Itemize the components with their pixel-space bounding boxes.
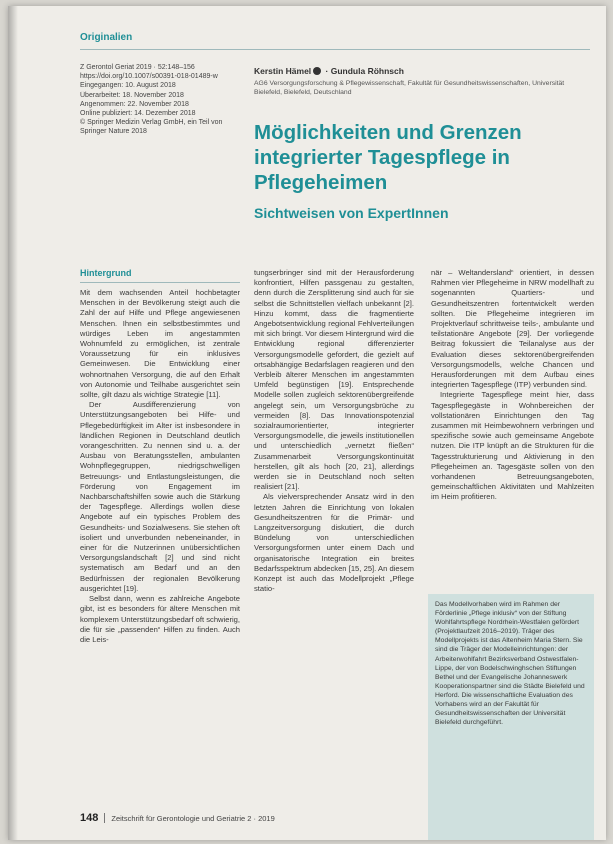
paragraph: Mit dem wachsenden Anteil hochbetagter Menschen in der Bevölkerung steigt auch die Zahl der auf Hilfe und Pflege angewiesenen Menschen. Ihnen ein selbstbestimmtes und würdiges Leben im angestammten Wohnumfeld zu ermöglichen, ist zentrale Voraussetzung für ein inklusives Gemeinwesen. Die Entwicklung einer wohnortnahen Versorgung, die auf den Erhalt von Autonomie und Teilhabe ausgerichtet sein sollte, gilt dazu als wichtige Strategie [11]. xyxy=(80,288,240,400)
paragraph: Als vielversprechender Ansatz wird in den letzten Jahren die Einrichtung von lokalen Gesundheitszentren für die Primär- und Langzeitversorgung diskutiert, die durch Bündelung von unterschiedlichen Versorgungsformen unter einem Dach und organisatorische Integration ein breites Bedarfsspektrum abdecken [15, 25]. An diesem Konzept ist auch das Modellprojekt „Pflege statio- xyxy=(254,492,414,594)
page-footer xyxy=(80,812,275,824)
meta-line: Online publiziert: 14. Dezember 2018 xyxy=(80,110,196,118)
orcid-icon[interactable] xyxy=(313,67,321,75)
page-number: 148 xyxy=(80,812,99,824)
paragraph: Integrierte Tagespflege meint hier, dass Tagespflegegäste in Wohnbereichen der vollstationären Einrichtungen den Tag zusammen mit Heimbewohnern verbringen und spezifische sowie auch gemeinsame Angebote nutzen. Die ITP knüpft an die Strukturen für die Tagesstrukturierung und Aktivierung in den Pflegeheimen an. Tagesgäste sollen von den vorhandenen Betreuungsangeboten, gemeinschaftlichen Aktivitäten und Mahlzeiten im Heim profitieren. xyxy=(431,390,594,502)
paragraph: Der Ausdifferenzierung von Unterstützungsangeboten bei Hilfe- und Pflegebedürftigkeit im Alter ist insbesondere in ländlichen Regionen in Deutschland deutlich vorangeschritten. Zu nennen sind u. a. der Ausbau von Beratungsstellen, ambulanten Wohnpflegegruppen, niedrigschwelligen Betreuungs- und Entlastungsleistungen, die Förderung von Engagement im Nachbarschaftshilfen sowie auch die Stärkung der Tagespflege. Allerdings wollen diese Angebote auf ein typisches Problem des Gesundheits- und Sozialwesens. Sie stehen oft isoliert und unverbunden nebeneinander, in einer für die Nutzerinnen unübersichtlichen Versorgungslandschaft [2] und sind nicht systematisch am Bedarf und an den Bedürfnissen der regionalen Bevölkerung ausgerichtet [19]. xyxy=(80,400,240,593)
text-column-2 xyxy=(254,268,414,595)
author-list: Kerstin Hämel · Gundula Röhnsch xyxy=(254,66,404,76)
text-column-3 xyxy=(431,268,594,503)
affiliation: AG6 Versorgungsforschung & Pflegewissenschaft, Fakultät für Gesundheitswissenschaften, Universität Bielefeld, Bielefeld, Deutschland xyxy=(254,80,565,96)
paragraph: när – Weltandersland“ orientiert, in dessen Rahmen vier Pflegeheime in NRW modellhaft zu sogenannten Quartiers- und Gesundheitszentren fortentwickelt werden sollten. Die Pflegeheime integrieren im Projektverlauf schrittweise teils-, ambulante und teilstationäre Angebote [29]. Der vorliegende Beitrag fokussiert die Teilanalyse aus der Evaluation dieses sektorenübergreifenden Versorgungsmodells, welche Chancen und Herausforderungen mit dem Aufbau eines integrierten Tagespflege (ITP) verbunden sind. xyxy=(431,268,594,390)
author-name: Gundula Röhnsch xyxy=(330,66,404,76)
meta-line: Springer Nature 2018 xyxy=(80,128,147,136)
meta-line[interactable]: https://doi.org/10.1007/s00391-018-01489-w xyxy=(80,73,218,81)
article-metadata xyxy=(80,63,240,137)
section-label: Originalien xyxy=(80,32,133,43)
footer-divider xyxy=(104,813,105,823)
top-rule xyxy=(80,49,590,50)
meta-line: Überarbeitet: 18. November 2018 xyxy=(80,91,184,99)
article-title: Möglichkeiten und Grenzen integrierter Tagespflege in Pflegeheimen xyxy=(254,121,522,194)
journal-name: Zeitschrift für Gerontologie und Geriatrie 2 · 2019 xyxy=(111,814,275,823)
text-column-1 xyxy=(80,288,240,645)
meta-line: Z Gerontol Geriat 2019 · 52:148–156 xyxy=(80,64,195,71)
paragraph: tungserbringer sind mit der Herausforderung konfrontiert, Hilfen passgenau zu gestalten, denn durch die Zersplitterung sind auch für sie selbst die Schnittstellen vielfach unbekannt [2]. Hinzu kommt, dass die fragmentierte Angebotsentwicklung regional Fehlverteilungen mit sich bringt. Vor diesem Hintergrund wird die Entwicklung regional differenzierter Versorgungsmodelle gefordert, die gezielt auf ortsabhängige Bedarfslagen reagieren und den Verbleib älterer Menschen im angestammten Umfeld begünstigen [19]. Entsprechende Modelle sollen zugleich sektorenübergreifende angelegt sein, um Versorgungsbrüche zu vermeiden [8]. Das Innovationspotenzial sozialraumorientierter, integrierter Versorgungsmodelle, die jeweils institutionellen und unterschiedlich „vernetzt fließen“ Zusammenarbeit Versorgungskontinuität herstellen, gilt als hoch [20, 21], allerdings werden sie in Deutschland noch selten realisiert [21]. xyxy=(254,268,414,492)
heading-rule xyxy=(80,282,240,283)
section-heading: Hintergrund xyxy=(80,268,132,278)
info-box: Das Modellvorhaben wird im Rahmen der Förderlinie „Pflege inklusiv“ von der Stiftung Wohlfahrtspflege Nordrhein-Westfalen gefördert (Projektlaufzeit 2016–2019). Träger des Modellprojekts ist das Altenheim Maria Stern. Sie sind die Träger der Modelleinrichtungen: der Arbeiterwohlfahrt Bezirksverband Ostwestfalen-Lippe, der von Bodelschwinghschen Stiftungen Bethel und der Evangelische Johanneswerk Kooperationspartner sind die Städte Bielefeld und Herford. Die wissenschaftliche Evaluation des Vorhabens wird an der Fakultät für Gesundheitswissenschaften der Universität Bielefeld durchgeführt. xyxy=(428,594,594,840)
author-name: Kerstin Hämel xyxy=(254,66,312,76)
paragraph: Selbst dann, wenn es zahlreiche Angebote gibt, ist es besonders für ältere Menschen mit komplexem Unterstützungsbedarf oft schwierig, die für sie „passenden“ Hilfen zu finden. Auch die Leis- xyxy=(80,594,240,644)
article-subtitle: Sichtweisen von ExpertInnen xyxy=(254,205,449,221)
meta-line: Angenommen: 22. November 2018 xyxy=(80,100,189,108)
meta-line: Eingegangen: 10. August 2018 xyxy=(80,82,176,90)
journal-page xyxy=(8,6,606,840)
meta-line: © Springer Medizin Verlag GmbH, ein Teil von xyxy=(80,119,223,127)
